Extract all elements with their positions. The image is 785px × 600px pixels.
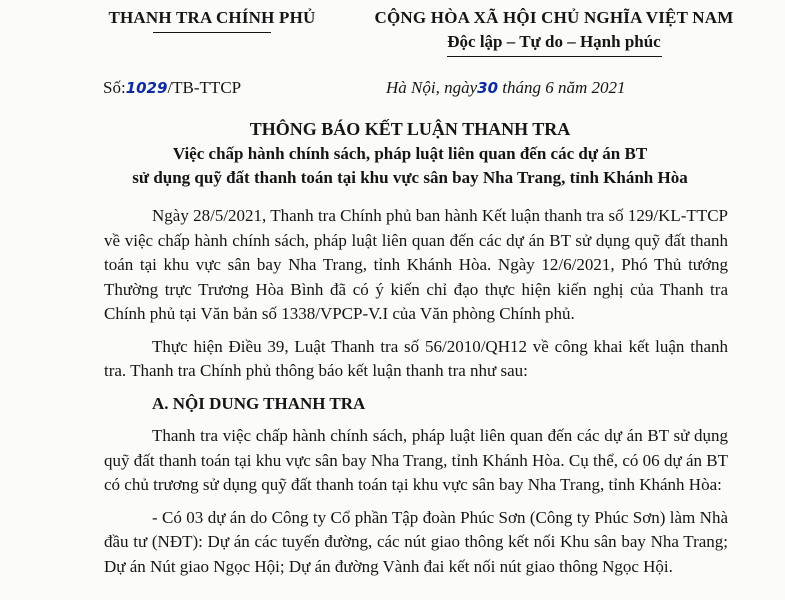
doc-number-prefix: Số: [103, 78, 126, 97]
paragraph-3: Thanh tra việc chấp hành chính sách, pháp luật liên quan đến các dự án BT sử dụng quỹ đất thanh toán tại khu vực sân bay Nha Trang, tỉnh Khánh Hòa. Cụ thể, có 06 dự án BT có chủ trương sử dụng quỹ đất thanh toán tại khu vực sân bay Nha Trang, tỉnh Khánh Hòa: [104, 426, 728, 494]
paragraph-4: - Có 03 dự án do Công ty Cổ phần Tập đoàn Phúc Sơn (Công ty Phúc Sơn) làm Nhà đầu tư (NĐT): Dự án các tuyến đường, các nút giao thông kết nối Khu sân bay Nha Trang; Dự án Nút giao Ngọc Hội; Dự án đường Vành đai kết nối nút giao thông Ngọc Hội. [104, 507, 728, 576]
doc-number-suffix: /TB-TTCP [167, 78, 242, 97]
agency-name: THANH TRA CHÍNH PHỦ [108, 8, 316, 27]
place-date-suffix: tháng 6 năm 2021 [502, 78, 626, 97]
place-date [386, 76, 626, 100]
document-title [40, 116, 780, 190]
paragraph-2: Thực hiện Điều 39, Luật Thanh tra số 56/2010/QH12 về công khai kết luận thanh tra. Thanh tra Chính phủ thông báo kết luận thanh tra như sau: [104, 336, 728, 380]
place-date-prefix: Hà Nội, ngày [386, 78, 478, 97]
title-line-2: sử dụng quỹ đất thanh toán tại khu vực sân bay Nha Trang, tỉnh Khánh Hòa [132, 168, 688, 187]
motto-underline [447, 56, 662, 57]
motto: Độc lập – Tự do – Hạnh phúc [447, 32, 661, 51]
section-a-heading: A. NỘI DUNG THANH TRA [152, 393, 366, 413]
agency-header [92, 6, 332, 33]
document-body [104, 204, 728, 579]
national-header [330, 6, 778, 57]
title-main: THÔNG BÁO KẾT LUẬN THANH TRA [249, 119, 571, 139]
day-handwritten: 30 [477, 79, 499, 97]
document-number [103, 76, 241, 100]
agency-underline [153, 32, 271, 33]
paragraph-1: Ngày 28/5/2021, Thanh tra Chính phủ ban hành Kết luận thanh tra số 129/KL-TTCP về việc chấp hành chính sách, pháp luật liên quan đến các dự án BT sử dụng quỹ đất thanh toán tại khu vực sân bay Nha Trang, tỉnh Khánh Hòa. Ngày 12/6/2021, Phó Thủ tướng Thường trực Trương Hòa Bình đã có ý kiến chỉ đạo thực hiện kiến nghị của Thanh tra Chính phủ tại Văn bản số 1338/VPCP-V.I của Văn phòng Chính phủ. [104, 206, 728, 323]
doc-number-handwritten: 1029 [125, 79, 168, 97]
title-line-1: Việc chấp hành chính sách, pháp luật liên quan đến các dự án BT [172, 144, 648, 163]
country-name: CỘNG HÒA XÃ HỘI CHỦ NGHĨA VIỆT NAM [374, 8, 734, 27]
